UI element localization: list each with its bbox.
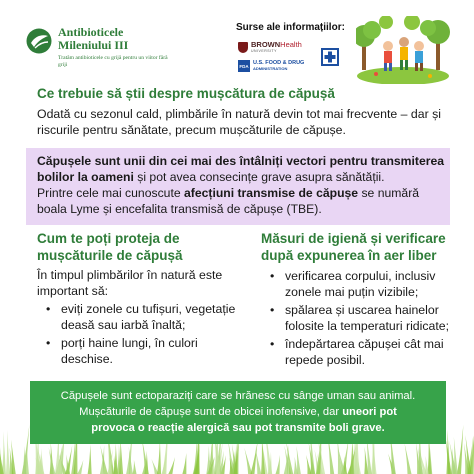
grass-blade (77, 460, 83, 474)
brand-title-line1: Antibioticele (58, 25, 124, 39)
protection-intro: În timpul plimbărilor în natură este important să: (37, 268, 223, 298)
grass-blade (405, 443, 412, 474)
brand-title-line2: Mileniului III (58, 38, 129, 52)
grass-blade (133, 460, 137, 474)
medical-cross-icon (321, 48, 339, 66)
grass-blade (275, 455, 280, 474)
grass-blade (457, 425, 463, 474)
protection-column (37, 230, 237, 369)
brown-name: BROWN (251, 40, 281, 49)
grass-blade (445, 437, 451, 474)
footer-line3-bold: provoca o reacție alergică sau pot transmite boli grave. (91, 422, 385, 434)
grass-blade (296, 446, 300, 474)
hygiene-list (261, 268, 451, 368)
list-item: • îndepărtarea căpușei cât mai repede posibil. (261, 336, 451, 368)
grass-blade (157, 439, 161, 474)
globe-leaf-icon (26, 28, 52, 54)
brown-suffix: Health (280, 40, 302, 49)
highlight-text (37, 153, 447, 217)
list-item: • spălarea și uscarea hainelor folosite la temperaturi ridicate; (261, 302, 451, 334)
brown-crest-icon (238, 42, 248, 53)
footer-line2-bold: uneori pot (342, 406, 397, 418)
highlight-box (26, 148, 450, 225)
list-item: • verificarea corpului, inclusiv zonele mai puțin vizibile; (261, 268, 451, 300)
grass-blade (392, 453, 396, 474)
brand-tagline: Tratăm antibioticele cu grijă pentru un viitor fără griji (58, 55, 168, 68)
highlight-bold-2: afecțiuni transmise de căpușe (184, 186, 359, 200)
highlight-text-2: și pot avea consecințe grave asupra sănătății. (133, 170, 385, 184)
grass-blade (182, 453, 186, 474)
grass-blade (88, 444, 92, 474)
grass-blade (425, 456, 429, 474)
grass-blade (168, 457, 175, 474)
list-item: • eviți zonele cu tufișuri, vegetație deasă sau iarbă înaltă; (37, 301, 237, 333)
list-item: • porți haine lungi, în culori deschise. (37, 335, 237, 367)
section1-body: Odată cu sezonul cald, plimbările în natură devin tot mai frecvente – dar și riscurile pentru sănătate, precum mușcăturile de căpușe. (37, 107, 441, 137)
protection-heading: Cum te poți proteja de mușcăturile de căpușă (37, 231, 183, 263)
brown-sub: UNIVERSITY (251, 49, 278, 53)
grass-blade (6, 430, 10, 474)
section1-heading: Ce trebuie să știi despre mușcătura de căpușă (37, 86, 335, 101)
fda-logo (238, 60, 304, 72)
footer-line2 (30, 404, 446, 420)
sources-title: Surse ale informațiilor: (236, 22, 345, 33)
grass-blade (454, 437, 458, 474)
grass-blade (2, 431, 6, 474)
footer-box (30, 381, 446, 444)
grass-blade (244, 448, 252, 474)
brown-health-logo (238, 41, 302, 53)
fda-line1: U.S. FOOD & DRUG (253, 60, 305, 66)
brand-logo (26, 26, 176, 72)
hygiene-heading: Măsuri de igienă și verificare după expunerea în aer liber (261, 231, 446, 263)
grass-blade (49, 448, 56, 474)
footer-line1: Căpușele sunt ectoparaziți care se hrănesc cu sânge uman sau animal. (60, 390, 416, 402)
highlight-text-3: Printre cele mai cunoscute (37, 186, 184, 200)
fda-line2: ADMINISTRATION (253, 66, 288, 71)
footer-line2-text: Mușcăturile de căpușe sunt de obicei inofensive, dar (79, 406, 343, 418)
highlight-bold-1: Căpușele sunt unii din cei mai des întâlniți vectori pentru transmiterea bolilor la oameni (37, 154, 445, 184)
highlight-text-5: se numără boala Lyme și encefalita transmisă de căpușe (TBE). (37, 186, 420, 216)
protection-list (37, 301, 237, 367)
hygiene-column (261, 230, 451, 370)
kids-in-nature-illustration (356, 16, 450, 84)
brand-title (58, 26, 128, 52)
footer-line3 (30, 420, 446, 436)
fda-badge: FDA (238, 60, 250, 72)
